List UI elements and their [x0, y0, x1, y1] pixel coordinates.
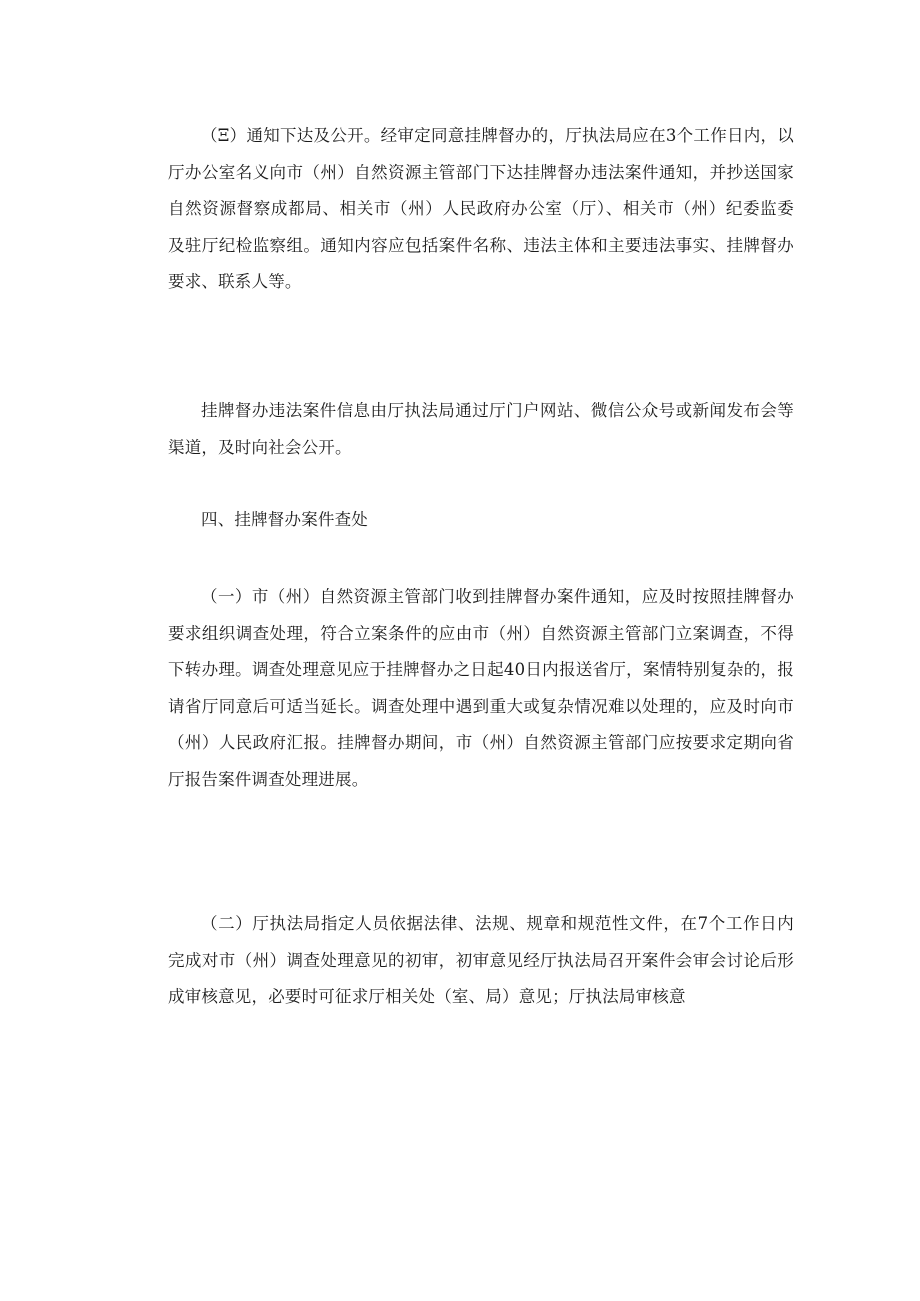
paragraph-notice-release: （Ξ）通知下达及公开。经审定同意挂牌督办的，厅执法局应在3个工作日内，以厅办公室名义向市（州）自然资源主管部门下达挂牌督办违法案件通知，并抄送国家自然资源督察成都局、相关市（州）人民政府办公室（厅）、相关市（州）纪委监委及驻厅纪检监察组。通知内容应包括案件名称、违法主体和主要违法事实、挂牌督办要求、联系人等。: [168, 126, 794, 291]
section-heading-case-investigation: 四、挂牌督办案件查处: [201, 510, 368, 529]
paragraph-preliminary-review: （二）厅执法局指定人员依据法律、法规、规章和规范性文件，在7个工作日内完成对市（州）调查处理意见的初审，初审意见经厅执法局召开案件会审会讨论后形成审核意见，必要时可征求厅相关处（室、局）意见；厅执法局审核意: [168, 914, 794, 1006]
paragraph-investigation-handling: （一）市（州）自然资源主管部门收到挂牌督办案件通知，应及时按照挂牌督办要求组织调查处理，符合立案条件的应由市（州）自然资源主管部门立案调查，不得下转办理。调查处理意见应于挂牌督办之日起40日内报送省厅，案情特别复杂的，报请省厅同意后可适当延长。调查处理中遇到重大或复杂情况难以处理的，应及时向市（州）人民政府汇报。挂牌督办期间，市（州）自然资源主管部门应按要求定期向省厅报告案件调查处理进展。: [168, 587, 794, 789]
paragraph-public-disclosure: 挂牌督办违法案件信息由厅执法局通过厅门户网站、微信公众号或新闻发布会等渠道，及时向社会公开。: [168, 401, 794, 457]
